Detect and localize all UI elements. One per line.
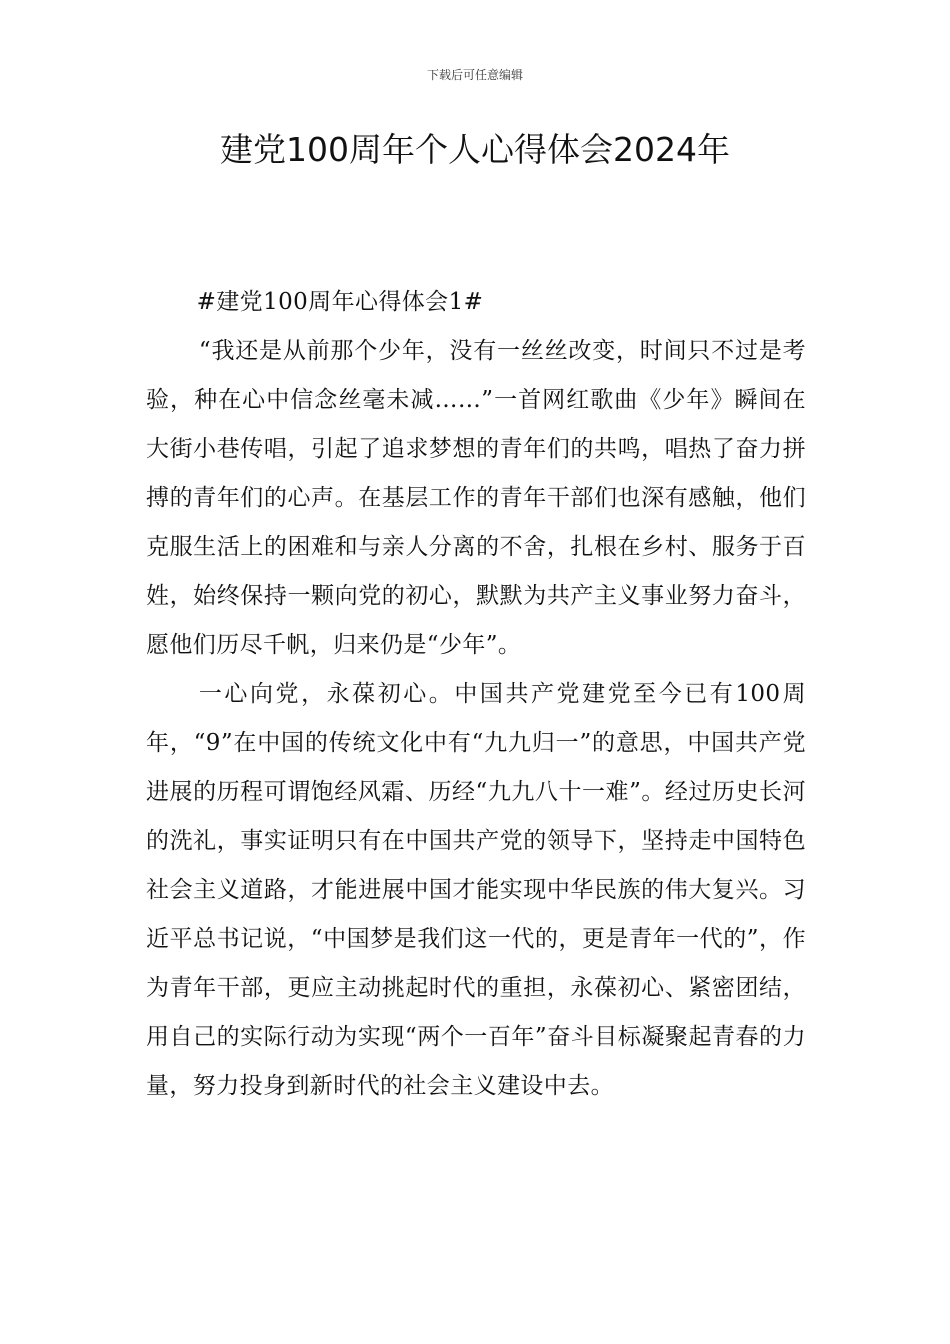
paragraph-2: 一心向党，永葆初心。中国共产党建党至今已有100周年，“9”在中国的传统文化中有“九九归一”的意思，中国共产党进展的历程可谓饱经风霜、历经“九九八十一难”。经过历史长河的洗礼，事实证明只有在中国共产党的领导下，坚持走中国特色社会主义道路，才能进展中国才能实现中华民族的伟大复兴。习近平总书记说，“中国梦是我们这一代的，更是青年一代的”，作为青年干部，更应主动挑起时代的重担，永葆初心、紧密团结，用自己的实际行动为实现“两个一百年”奋斗目标凝聚起青春的力量，努力投身到新时代的社会主义建设中去。 — [146, 681, 806, 1099]
section-heading: #建党100周年心得体会1# — [196, 289, 484, 315]
document-body — [146, 278, 806, 1111]
header-note: 下载后可任意编辑 — [426, 68, 523, 82]
document-title: 建党100周年个人心得体会2024年 — [220, 130, 730, 169]
paragraph-1: “我还是从前那个少年，没有一丝丝改变，时间只不过是考验，种在心中信念丝毫未减……”一首网红歌曲《少年》瞬间在大街小巷传唱，引起了追求梦想的青年们的共鸣，唱热了奋力拼搏的青年们的心声。在基层工作的青年干部们也深有感触，他们克服生活上的困难和与亲人分离的不舍，扎根在乡村、服务于百姓，始终保持一颗向党的初心，默默为共产主义事业努力奋斗，愿他们历尽千帆，归来仍是“少年”。 — [146, 338, 806, 658]
